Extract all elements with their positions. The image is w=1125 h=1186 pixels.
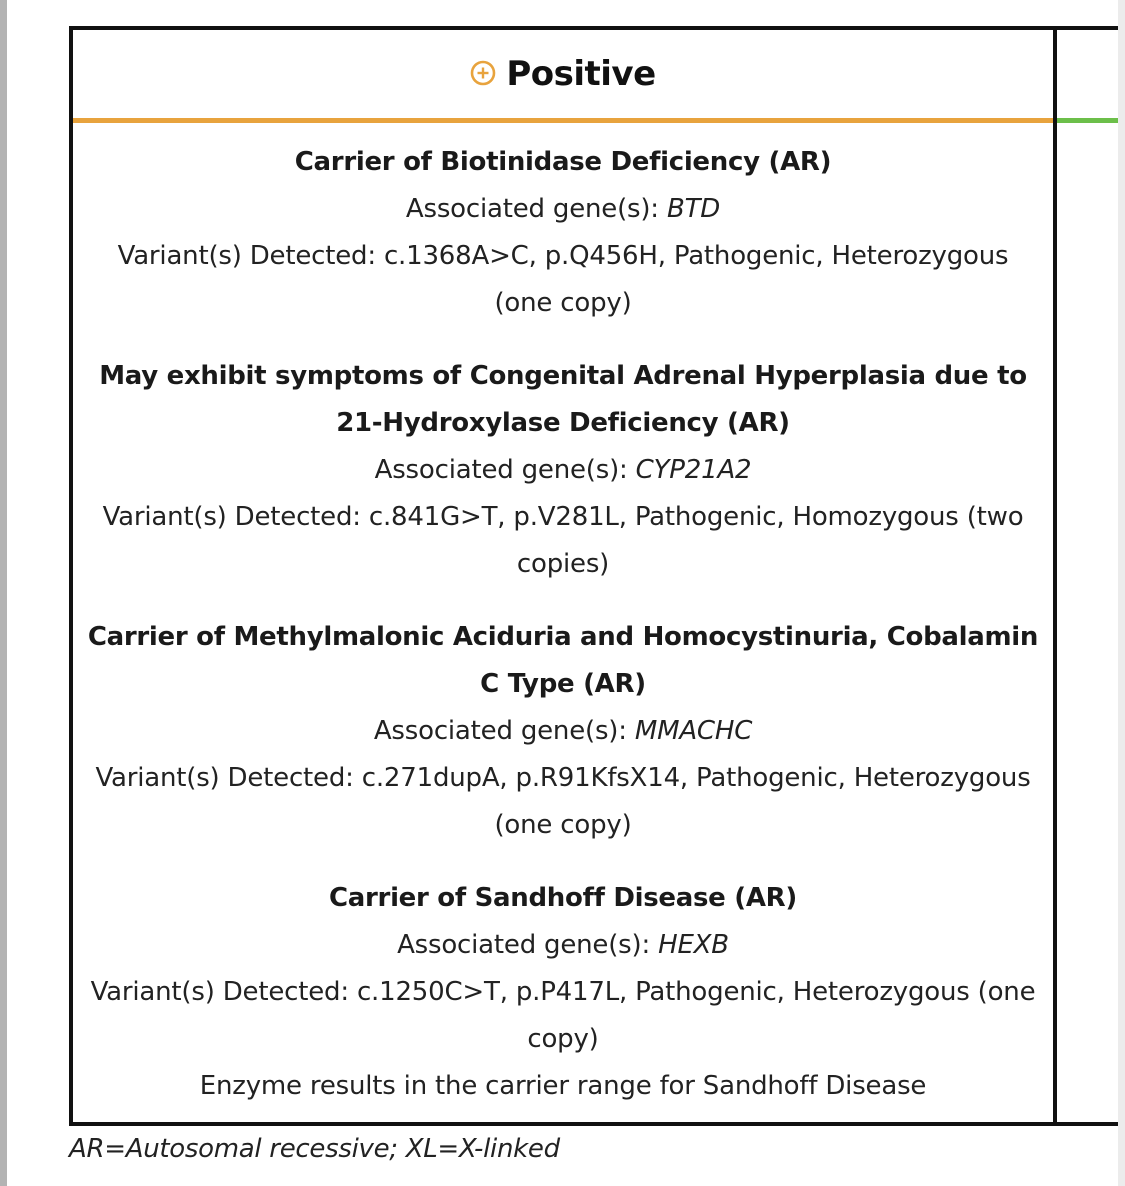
variant-detected: Variant(s) Detected: c.841G>T, p.V281L, Pathogenic, Homozygous (two copies): [102, 502, 1024, 579]
variant-detected: Variant(s) Detected: c.1368A>C, p.Q456H, Pathogenic, Heterozygous (one copy): [117, 241, 1009, 318]
enzyme-note: Enzyme results in the carrier range for Sandhoff Disease: [199, 1071, 927, 1101]
gene-label: Associated gene(s):: [397, 930, 659, 960]
finding-title: Carrier of Sandhoff Disease (AR): [329, 883, 797, 913]
associated-genes: [85, 708, 1041, 755]
associated-genes: [85, 186, 1041, 233]
associated-genes: [85, 447, 1041, 494]
result-title: Positive: [506, 54, 656, 94]
adjacent-panel-accent-bar: [1057, 118, 1118, 123]
findings-list: [73, 123, 1053, 1110]
adjacent-results-panel: [1057, 26, 1118, 1126]
gene-label: Associated gene(s):: [405, 194, 667, 224]
right-edge-strip: [1118, 0, 1125, 1186]
gene-name: BTD: [666, 194, 721, 224]
gene-label: Associated gene(s):: [373, 716, 635, 746]
positive-results-panel: [69, 26, 1057, 1126]
plus-circle-icon: [470, 60, 496, 86]
gene-name: HEXB: [658, 930, 729, 960]
abbreviation-footnote: AR=Autosomal recessive; XL=X-linked: [69, 1134, 560, 1164]
variant-detected: Variant(s) Detected: c.1250C>T, p.P417L, Pathogenic, Heterozygous (one copy): [90, 977, 1036, 1054]
finding-item: [85, 139, 1041, 327]
gene-name: CYP21A2: [635, 455, 752, 485]
result-header: [73, 30, 1053, 118]
finding-item: [85, 875, 1041, 1110]
finding-title: Carrier of Biotinidase Deficiency (AR): [294, 147, 832, 177]
left-edge-strip: [0, 0, 7, 1186]
associated-genes: [85, 922, 1041, 969]
gene-name: MMACHC: [634, 716, 753, 746]
gene-label: Associated gene(s):: [374, 455, 636, 485]
finding-item: [85, 614, 1041, 849]
variant-detected: Variant(s) Detected: c.271dupA, p.R91KfsX14, Pathogenic, Heterozygous (one copy): [95, 763, 1031, 840]
finding-title: May exhibit symptoms of Congenital Adrenal Hyperplasia due to 21-Hydroxylase Deficiency (AR): [99, 361, 1027, 438]
finding-item: [85, 353, 1041, 588]
finding-title: Carrier of Methylmalonic Aciduria and Homocystinuria, Cobalamin C Type (AR): [87, 622, 1039, 699]
